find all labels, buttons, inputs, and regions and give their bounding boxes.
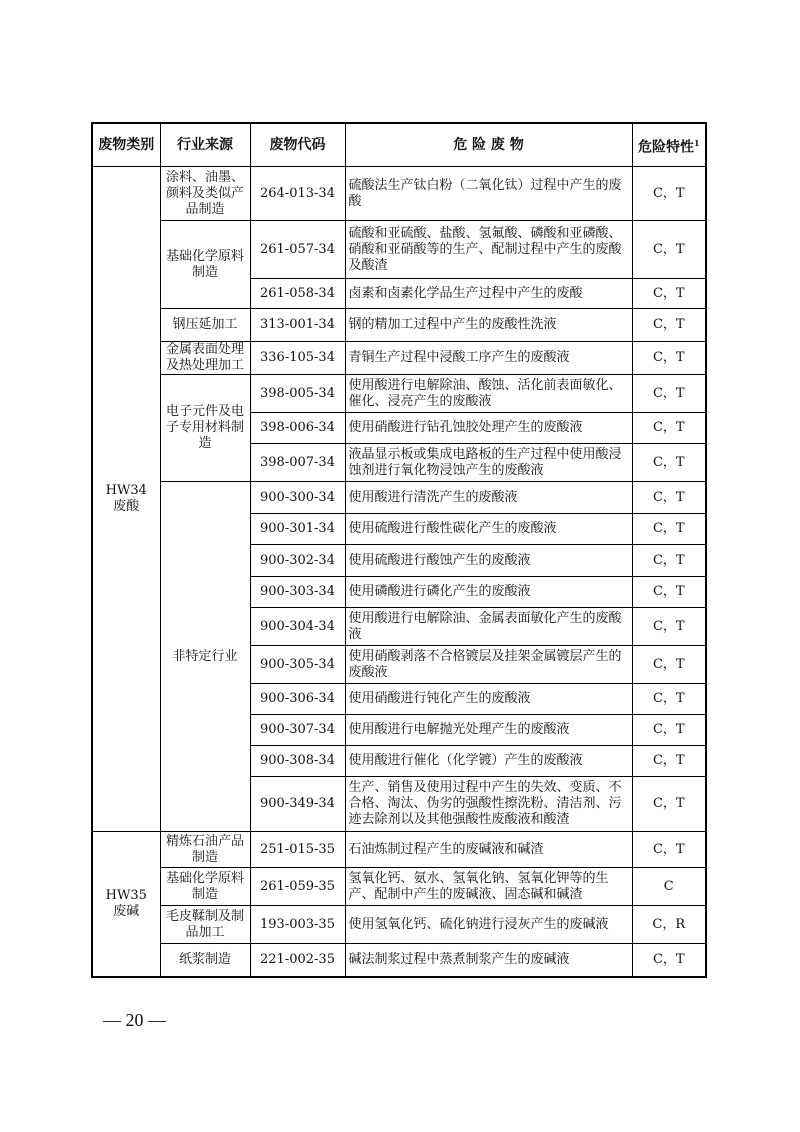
table-row (92, 167, 706, 221)
waste-description: 氢氧化钙、氨水、氢氧化钠、氢氧化钾等的生产、配制中产生的废碱液、固态碱和碱渣 (345, 868, 632, 906)
waste-code: 251-015-35 (250, 832, 345, 868)
source-cell: 基础化学原料制造 (160, 221, 250, 309)
table-row (92, 868, 706, 906)
waste-description: 使用酸进行清洗产生的废酸液 (345, 482, 632, 514)
waste-code: 221-002-35 (250, 944, 345, 977)
waste-code: 900-306-34 (250, 684, 345, 715)
waste-code: 261-059-35 (250, 868, 345, 906)
waste-description: 碱法制浆过程中蒸煮制浆产生的废碱液 (345, 944, 632, 977)
hazard-property: C，T (632, 413, 706, 444)
category-hw34: HW34 废酸 (92, 167, 160, 832)
hazard-property: C，T (632, 746, 706, 777)
waste-description: 硫酸和亚硫酸、盐酸、氢氟酸、磷酸和亚磷酸、硝酸和亚硝酸等的生产、配制过程中产生的废酸及酸渣 (345, 221, 632, 279)
waste-code: 336-105-34 (250, 342, 345, 375)
waste-description: 使用磷酸进行磷化产生的废酸液 (345, 577, 632, 608)
waste-description: 硫酸法生产钛白粉（二氧化钛）过程中产生的废酸 (345, 167, 632, 221)
waste-code: 900-302-34 (250, 545, 345, 577)
waste-description: 青铜生产过程中浸酸工序产生的废酸液 (345, 342, 632, 375)
waste-code: 261-058-34 (250, 279, 345, 309)
source-cell: 电子元件及电子专用材料制造 (160, 375, 250, 482)
table-header-row (92, 123, 706, 167)
table-row (92, 832, 706, 868)
waste-description: 使用硝酸进行钻孔蚀胶处理产生的废酸液 (345, 413, 632, 444)
hazard-property: C，T (632, 444, 706, 482)
source-cell: 毛皮鞣制及制品加工 (160, 906, 250, 944)
hazard-property: C，T (632, 309, 706, 342)
hazard-property: C，R (632, 906, 706, 944)
waste-description: 钢的精加工过程中产生的废酸性洗液 (345, 309, 632, 342)
waste-description: 使用酸进行催化（化学镀）产生的废酸液 (345, 746, 632, 777)
waste-code: 900-305-34 (250, 646, 345, 684)
waste-description: 生产、销售及使用过程中产生的失效、变质、不合格、淘汰、伪劣的强酸性擦洗粉、清洁剂、污迹去除剂以及其他强酸性废酸液和酸渣 (345, 777, 632, 832)
hazard-property: C，T (632, 167, 706, 221)
header-source: 行业来源 (160, 123, 250, 167)
table-row (92, 309, 706, 342)
header-category: 废物类别 (92, 123, 160, 167)
hazard-property: C，T (632, 715, 706, 746)
waste-code: 313-001-34 (250, 309, 345, 342)
waste-description: 使用硫酸进行酸蚀产生的废酸液 (345, 545, 632, 577)
header-waste: 危 险 废 物 (345, 123, 632, 167)
waste-code: 398-007-34 (250, 444, 345, 482)
header-code: 废物代码 (250, 123, 345, 167)
waste-description: 液晶显示板或集成电路板的生产过程中使用酸浸蚀剂进行氧化物浸蚀产生的废酸液 (345, 444, 632, 482)
hazard-property: C，T (632, 944, 706, 977)
waste-code: 900-300-34 (250, 482, 345, 514)
table-row (92, 342, 706, 375)
waste-code: 900-301-34 (250, 514, 345, 545)
source-cell: 非特定行业 (160, 482, 250, 832)
hazard-property: C，T (632, 221, 706, 279)
waste-code: 900-304-34 (250, 608, 345, 646)
waste-description: 使用硝酸剥落不合格镀层及挂架金属镀层产生的废酸液 (345, 646, 632, 684)
category-hw35: HW35 废碱 (92, 832, 160, 977)
source-cell: 金属表面处理及热处理加工 (160, 342, 250, 375)
waste-code: 900-349-34 (250, 777, 345, 832)
waste-code: 398-005-34 (250, 375, 345, 413)
hazard-property: C，T (632, 545, 706, 577)
page-number: — 20 — (103, 1010, 166, 1030)
hazardous-waste-table (91, 122, 707, 978)
hazard-property: C，T (632, 646, 706, 684)
waste-description: 使用硫酸进行酸性碳化产生的废酸液 (345, 514, 632, 545)
waste-description: 石油炼制过程产生的废碱液和碱渣 (345, 832, 632, 868)
header-hazard (632, 123, 706, 167)
hazard-property: C，T (632, 482, 706, 514)
waste-code: 900-303-34 (250, 577, 345, 608)
waste-description: 使用氢氧化钙、硫化钠进行浸灰产生的废碱液 (345, 906, 632, 944)
source-cell: 纸浆制造 (160, 944, 250, 977)
hazard-property: C，T (632, 777, 706, 832)
header-hazard-label: 危险特性 (637, 139, 694, 156)
table-row (92, 906, 706, 944)
table-row (92, 375, 706, 413)
source-cell: 钢压延加工 (160, 309, 250, 342)
waste-code: 261-057-34 (250, 221, 345, 279)
waste-description: 卤素和卤素化学品生产过程中产生的废酸 (345, 279, 632, 309)
hazard-property: C，T (632, 832, 706, 868)
waste-code: 264-013-34 (250, 167, 345, 221)
waste-code: 398-006-34 (250, 413, 345, 444)
hazard-property: C (632, 868, 706, 906)
waste-description: 使用酸进行电解抛光处理产生的废酸液 (345, 715, 632, 746)
source-cell: 涂料、油墨、颜料及类似产品制造 (160, 167, 250, 221)
header-hazard-footnote: 1 (693, 137, 700, 148)
source-cell: 基础化学原料制造 (160, 868, 250, 906)
waste-description: 使用酸进行电解除油、酸蚀、活化前表面敏化、催化、浸亮产生的废酸液 (345, 375, 632, 413)
hazard-property: C，T (632, 375, 706, 413)
table-row (92, 482, 706, 514)
hazard-property: C，T (632, 514, 706, 545)
waste-description: 使用硝酸进行钝化产生的废酸液 (345, 684, 632, 715)
hazard-property: C，T (632, 279, 706, 309)
table-row (92, 944, 706, 977)
hazard-property: C，T (632, 577, 706, 608)
hazard-property: C，T (632, 684, 706, 715)
hazard-property: C，T (632, 342, 706, 375)
table-row (92, 221, 706, 279)
waste-code: 900-308-34 (250, 746, 345, 777)
source-cell: 精炼石油产品制造 (160, 832, 250, 868)
waste-code: 900-307-34 (250, 715, 345, 746)
waste-code: 193-003-35 (250, 906, 345, 944)
waste-description: 使用酸进行电解除油、金属表面敏化产生的废酸液 (345, 608, 632, 646)
hazard-property: C，T (632, 608, 706, 646)
